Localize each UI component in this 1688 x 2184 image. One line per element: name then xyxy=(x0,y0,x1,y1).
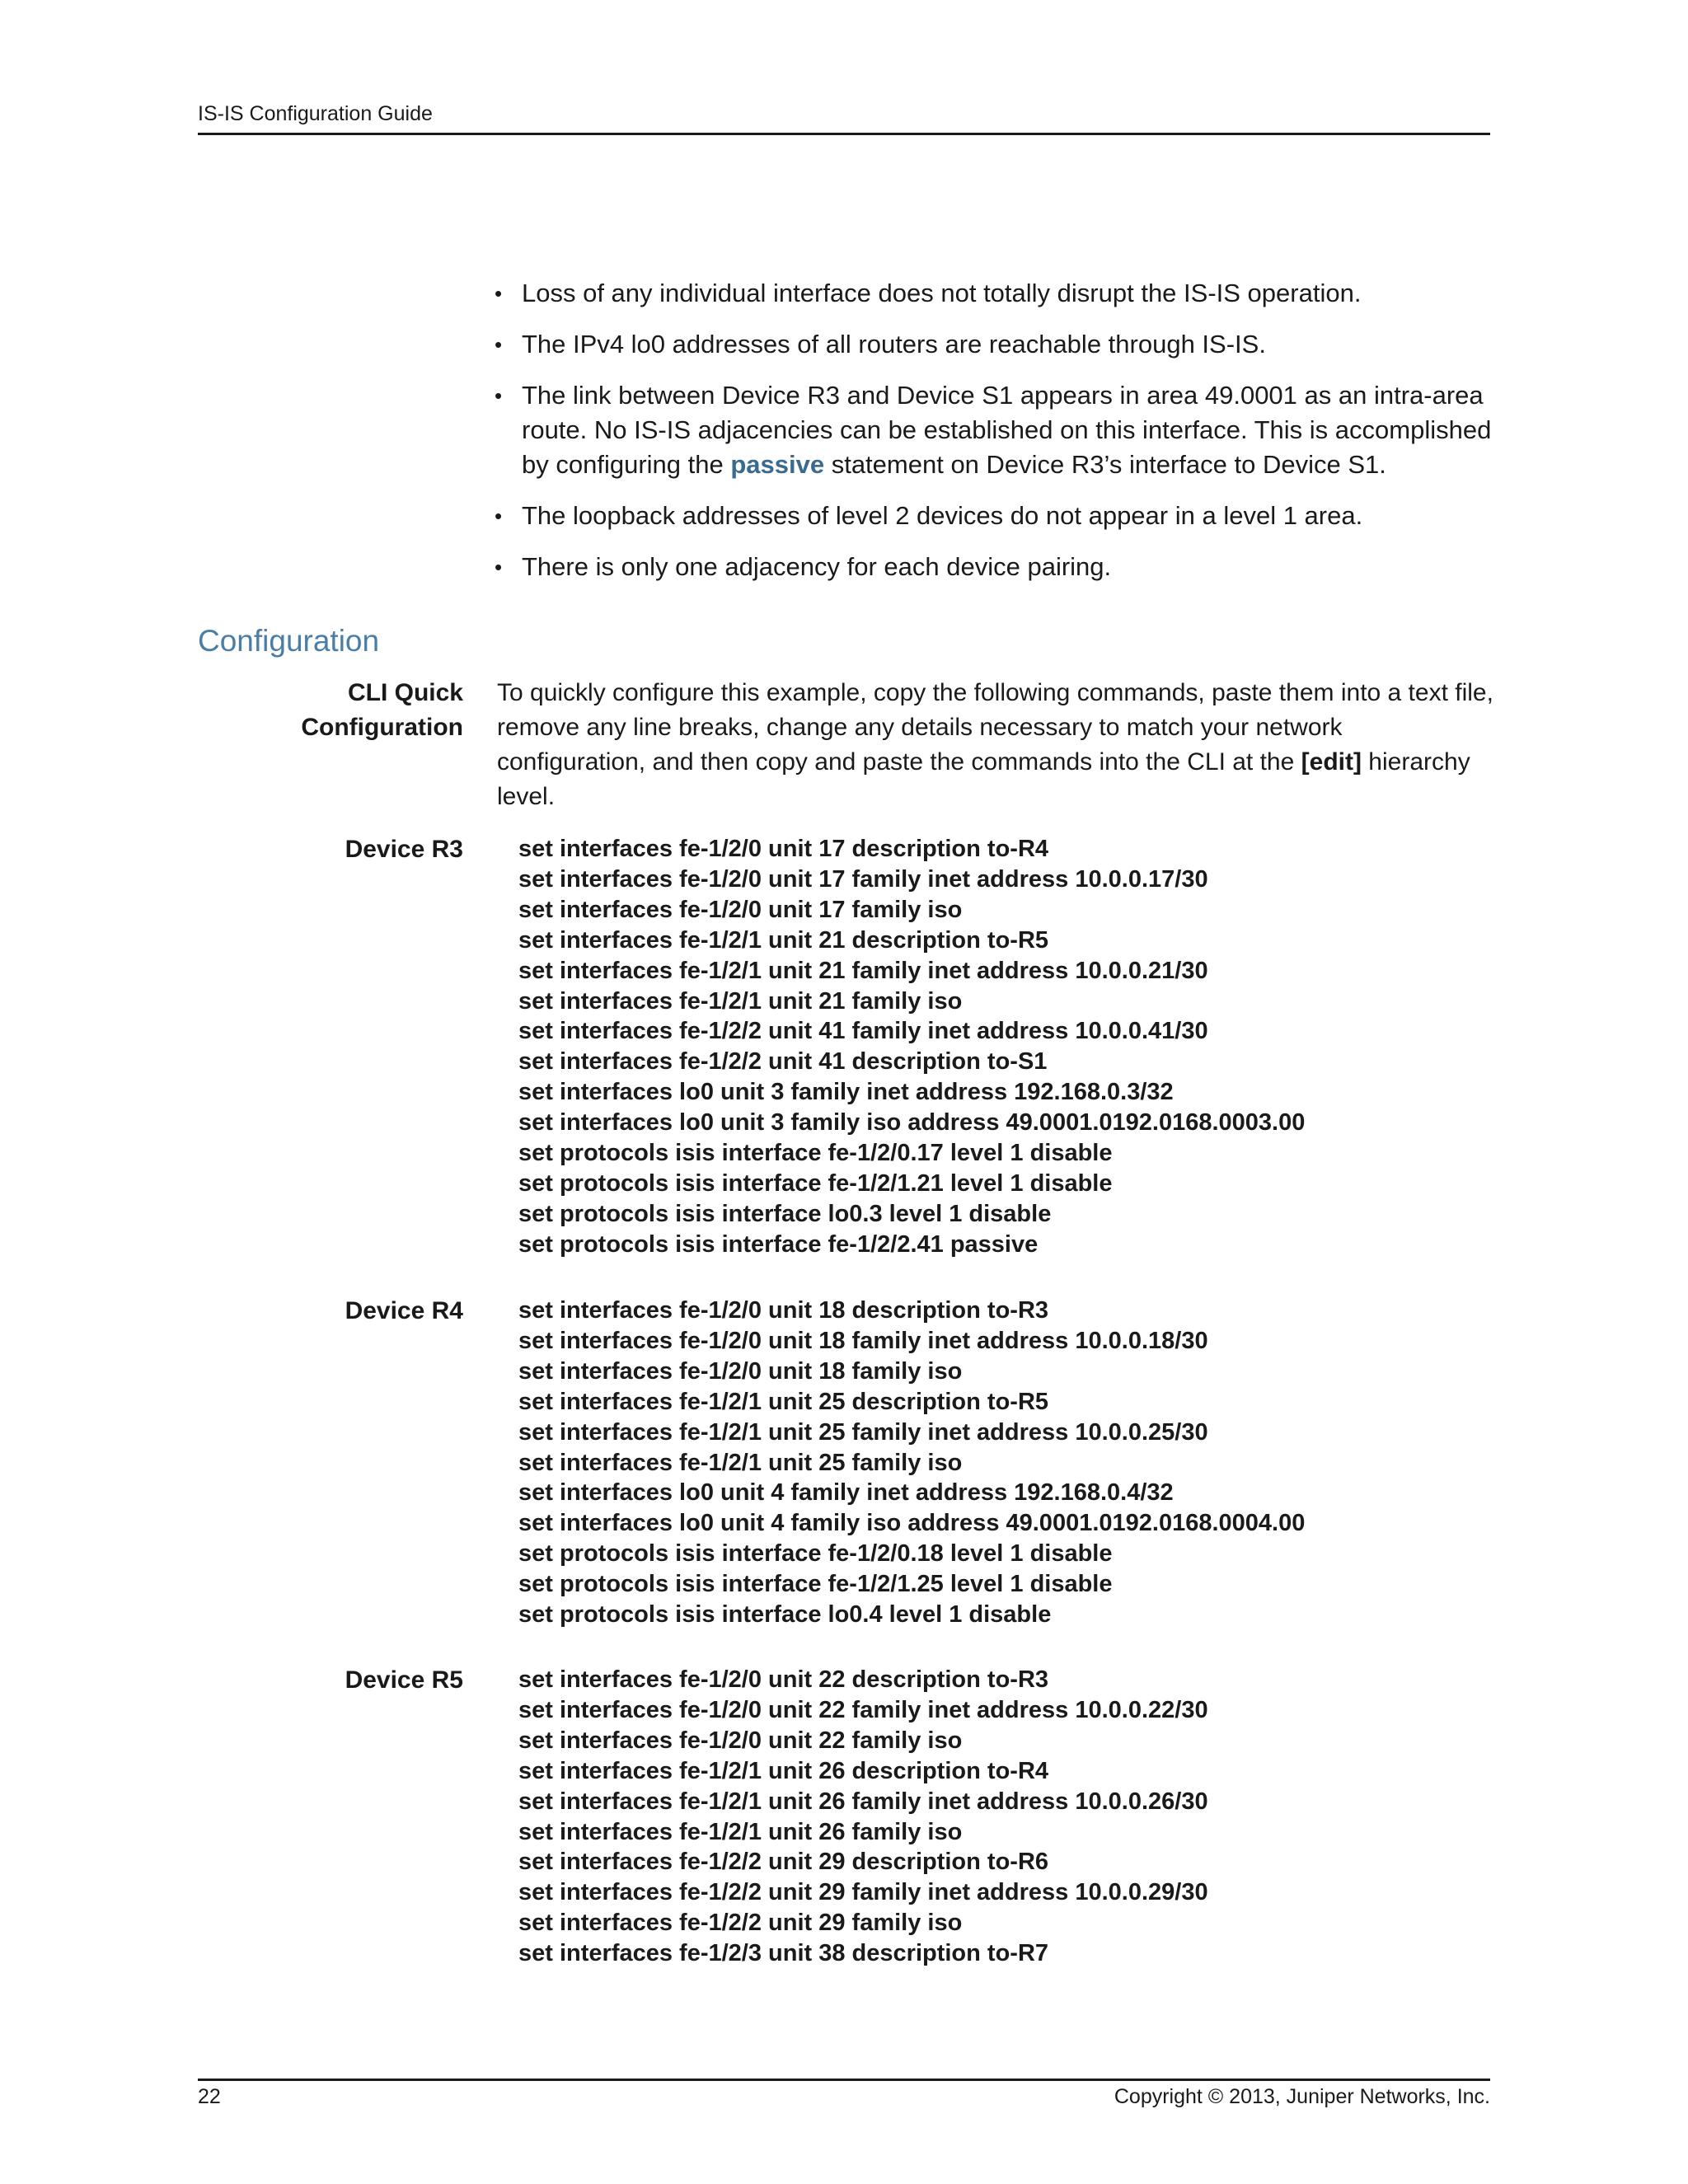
command-line: set interfaces fe-1/2/1 unit 25 family inet address 10.0.0.25/30 xyxy=(518,1418,1208,1446)
command-line: set interfaces fe-1/2/0 unit 22 family inet address 10.0.0.22/30 xyxy=(518,1696,1208,1723)
device-r5-commands xyxy=(518,1665,1491,1969)
command-line: set interfaces fe-1/2/1 unit 21 family inet address 10.0.0.21/30 xyxy=(518,957,1208,984)
command-line: set interfaces lo0 unit 4 family iso address 49.0001.0192.0168.0004.00 xyxy=(518,1510,1306,1537)
list-item xyxy=(495,499,1492,533)
command-line: set interfaces fe-1/2/1 unit 26 description to-R4 xyxy=(518,1757,1049,1784)
list-item xyxy=(495,327,1492,362)
list-item-text: The loopback addresses of level 2 devices do not appear in a level 1 area. xyxy=(522,501,1363,530)
command-line: set interfaces fe-1/2/1 unit 25 description to-R5 xyxy=(518,1388,1049,1415)
list-item-text: statement on Device R3’s interface to Device S1. xyxy=(824,450,1386,479)
running-header: IS-IS Configuration Guide xyxy=(198,102,433,125)
quick-configuration-text xyxy=(497,676,1494,814)
device-label-r5: Device R5 xyxy=(345,1666,463,1694)
list-item-text: There is only one adjacency for each device pairing. xyxy=(522,552,1112,581)
command-line: set interfaces fe-1/2/0 unit 17 family inet address 10.0.0.17/30 xyxy=(518,865,1208,893)
command-line: set interfaces fe-1/2/1 unit 21 family iso xyxy=(518,987,963,1015)
command-line: set interfaces lo0 unit 3 family inet address 192.168.0.3/32 xyxy=(518,1079,1174,1106)
list-item-text: The IPv4 lo0 addresses of all routers are reachable through IS-IS. xyxy=(522,330,1266,359)
command-line: set interfaces fe-1/2/2 unit 29 family inet address 10.0.0.29/30 xyxy=(518,1879,1208,1906)
command-line: set interfaces fe-1/2/2 unit 41 description to-S1 xyxy=(518,1048,1048,1076)
command-line: set interfaces fe-1/2/1 unit 26 family inet address 10.0.0.26/30 xyxy=(518,1788,1208,1815)
command-line: set interfaces fe-1/2/0 unit 18 family inet address 10.0.0.18/30 xyxy=(518,1327,1208,1354)
list-item-text: Loss of any individual interface does not totally disrupt the IS-IS operation. xyxy=(522,279,1362,307)
command-line: set protocols isis interface fe-1/2/1.25 level 1 disable xyxy=(518,1571,1113,1598)
command-line: set interfaces fe-1/2/0 unit 22 family iso xyxy=(518,1727,963,1754)
command-line: set protocols isis interface lo0.3 level 1 disable xyxy=(518,1200,1052,1227)
copyright-notice: Copyright © 2013, Juniper Networks, Inc. xyxy=(1114,2085,1490,2108)
command-line: set protocols isis interface fe-1/2/0.17 level 1 disable xyxy=(518,1140,1113,1167)
command-line: set interfaces fe-1/2/3 unit 38 description to-R7 xyxy=(518,1940,1049,1967)
side-label-cli-quick-configuration: CLI Quick Configuration xyxy=(301,679,463,741)
command-line: set interfaces fe-1/2/0 unit 22 description to-R3 xyxy=(518,1666,1049,1693)
command-line: set interfaces fe-1/2/0 unit 17 description to-R4 xyxy=(518,836,1049,862)
quick-text-part: hierarchy level. xyxy=(497,748,1470,810)
command-line: set protocols isis interface fe-1/2/2.41 passive xyxy=(518,1230,1039,1258)
command-line: set protocols isis interface lo0.4 level 1 disable xyxy=(518,1601,1052,1629)
command-line: set protocols isis interface fe-1/2/1.21 level 1 disable xyxy=(518,1169,1113,1197)
command-line: set interfaces fe-1/2/1 unit 25 family iso xyxy=(518,1449,963,1476)
command-line: set interfaces lo0 unit 3 family iso address 49.0001.0192.0168.0003.00 xyxy=(518,1109,1306,1137)
requirements-list xyxy=(495,276,1492,601)
device-r4-commands xyxy=(518,1296,1491,1630)
command-line: set interfaces fe-1/2/2 unit 29 description to-R6 xyxy=(518,1849,1049,1876)
command-line: set interfaces fe-1/2/0 unit 18 family iso xyxy=(518,1357,963,1385)
command-line: set interfaces lo0 unit 4 family inet address 192.168.0.4/32 xyxy=(518,1479,1174,1507)
list-item xyxy=(495,276,1492,311)
list-item xyxy=(495,550,1492,584)
page-number: 22 xyxy=(198,2085,221,2108)
command-line: set interfaces fe-1/2/0 unit 17 family iso xyxy=(518,896,963,923)
quick-text-part: To quickly configure this example, copy the following commands, paste them into a text file, remove any line breaks, change any details necessary to match your network configuration, and then copy and paste the commands into the CLI at the xyxy=(497,679,1493,776)
device-r3-commands xyxy=(518,834,1491,1260)
header-rule xyxy=(198,133,1490,135)
passive-keyword-link[interactable]: passive xyxy=(730,450,825,479)
list-item xyxy=(495,378,1492,482)
section-heading-configuration: Configuration xyxy=(198,624,380,658)
command-line: set interfaces fe-1/2/1 unit 21 description to-R5 xyxy=(518,926,1049,954)
command-line: set interfaces fe-1/2/0 unit 18 description to-R3 xyxy=(518,1297,1049,1324)
device-label-r3: Device R3 xyxy=(345,836,463,863)
command-line: set interfaces fe-1/2/2 unit 41 family inet address 10.0.0.41/30 xyxy=(518,1018,1208,1045)
command-line: set protocols isis interface fe-1/2/0.18 level 1 disable xyxy=(518,1540,1113,1568)
edit-hierarchy-code: [edit] xyxy=(1301,748,1362,776)
device-label-r4: Device R4 xyxy=(345,1297,463,1324)
list-item-text: The link between Device R3 and Device S1 appears in area 49.0001 as an intra-area route. No IS-IS adjacencies can be established on this interface. This is accomplished by configuring the xyxy=(522,381,1492,479)
footer-rule xyxy=(198,2079,1490,2081)
command-line: set interfaces fe-1/2/1 unit 26 family iso xyxy=(518,1818,963,1845)
command-line: set interfaces fe-1/2/2 unit 29 family iso xyxy=(518,1910,963,1937)
